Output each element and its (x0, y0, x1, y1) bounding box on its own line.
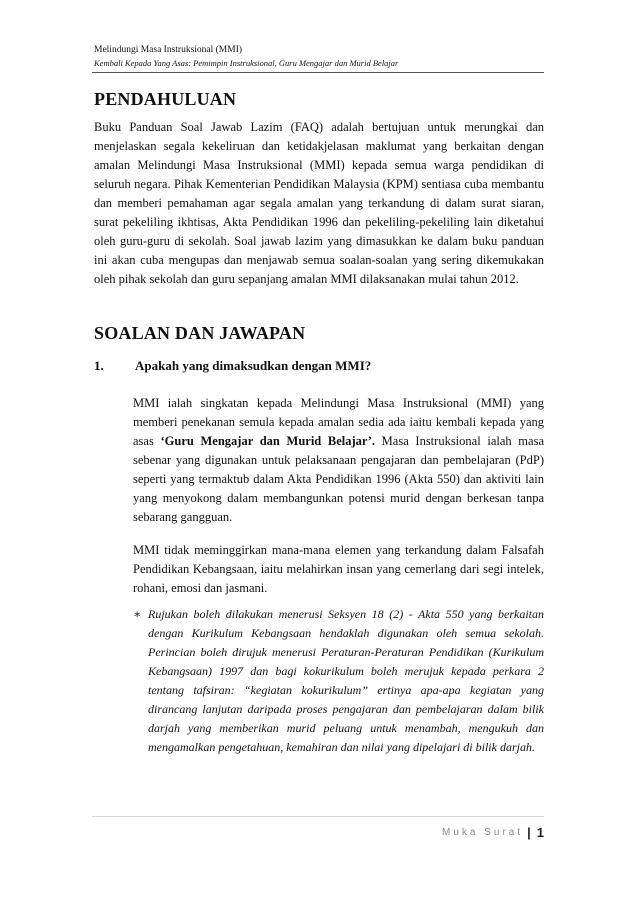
question-number: 1. (94, 358, 104, 373)
header-title: Melindungi Masa Instruksional (MMI) (94, 45, 243, 55)
answer-text-part-2: Masa Instruksional ialah masa sebenar yang digunakan untuk pelaksanaan pengajaran dan pembelajaran (PdP) seperti yang termaktub dalam Akta Pendidikan 1996 (Akta 550) dan aktiviti lain yang menyokong dalam membangunkan potensi murid dengan berkesan tanpa sebarang gangguan. (133, 434, 544, 524)
note-bullet-icon: ∗ (133, 607, 142, 621)
reference-note: Rujukan boleh dilakukan menerusi Seksyen 18 (2) - Akta 550 yang berkaitan dengan Kurikulum Kebangsaan hendaklah digunakan oleh semua sekolah. Perincian boleh dirujuk menerusi Peraturan-Peraturan Pendidikan (Kurikulum Kebangsaan) 1997 dan bagi kokurikulum boleh merujuk kepada perkara 2 tentang tafsiran: “kegiatan kokurikulum” ertinya apa-apa kegiatan yang dirancang lanjutan daripada proses pengajaran dan pembelajaran dalam bilik darjah yang memberikan murid peluang untuk menambah, mengukuh dan mengamalkan pengetahuan, kemahiran dan nilai yang dipelajari di bilik darjah. (148, 607, 544, 754)
qa-heading: SOALAN DAN JAWAPAN (94, 323, 306, 343)
answer-emphasis: ‘Guru Mengajar dan Murid Belajar’. (160, 434, 375, 448)
page-label: Muka Surat (441, 827, 524, 838)
header-subtitle: Kembali Kepada Yang Asas: Pemimpin Instruksional, Guru Mengajar dan Murid Belajar (94, 58, 399, 68)
header-divider (92, 72, 544, 73)
answer-paragraph-1 (133, 394, 544, 527)
intro-heading: PENDAHULUAN (94, 89, 237, 109)
question-text: Apakah yang dimaksudkan dengan MMI? (135, 358, 372, 373)
page-footer (442, 826, 544, 840)
page-number: 1 (536, 825, 544, 840)
footer-divider (92, 816, 544, 817)
answer-paragraph-2: MMI tidak meminggirkan mana-mana elemen yang terkandung dalam Falsafah Pendidikan Kebangsaan, iaitu melahirkan insan yang cemerlang dari segi intelek, rohani, emosi dan jasmani. (133, 543, 544, 595)
intro-paragraph: Buku Panduan Soal Jawab Lazim (FAQ) adalah bertujuan untuk merungkai dan menjelaskan segala kekeliruan dan ketidakjelasan maklumat yang berkaitan dengan amalan Melindungi Masa Instruksional (MMI) kepada semua warga pendidikan di seluruh negara. Pihak Kementerian Pendidikan Malaysia (KPM) sentiasa cuba membantu dan memberi pemahaman agar segala amalan yang terkandung di dalam surat siaran, surat pekeliling ikhtisas, Akta Pendidikan 1996 dan pekeliling-pekeliling lain diketahui oleh guru-guru di sekolah. Soal jawab lazim yang dimasukkan ke dalam buku panduan ini akan cuba mengupas dan menjawab semua soalan-soalan yang sering dikemukakan oleh pihak sekolah dan guru sepanjang amalan MMI dilaksanakan mulai tahun 2012. (94, 120, 544, 286)
answer-text-part-1: MMI ialah singkatan kepada Melindungi Masa Instruksional (MMI) yang memberi penekanan semula kepada amalan sedia ada iaitu kembali kepada yang asas (133, 396, 544, 448)
footer-separator: | (527, 825, 531, 840)
